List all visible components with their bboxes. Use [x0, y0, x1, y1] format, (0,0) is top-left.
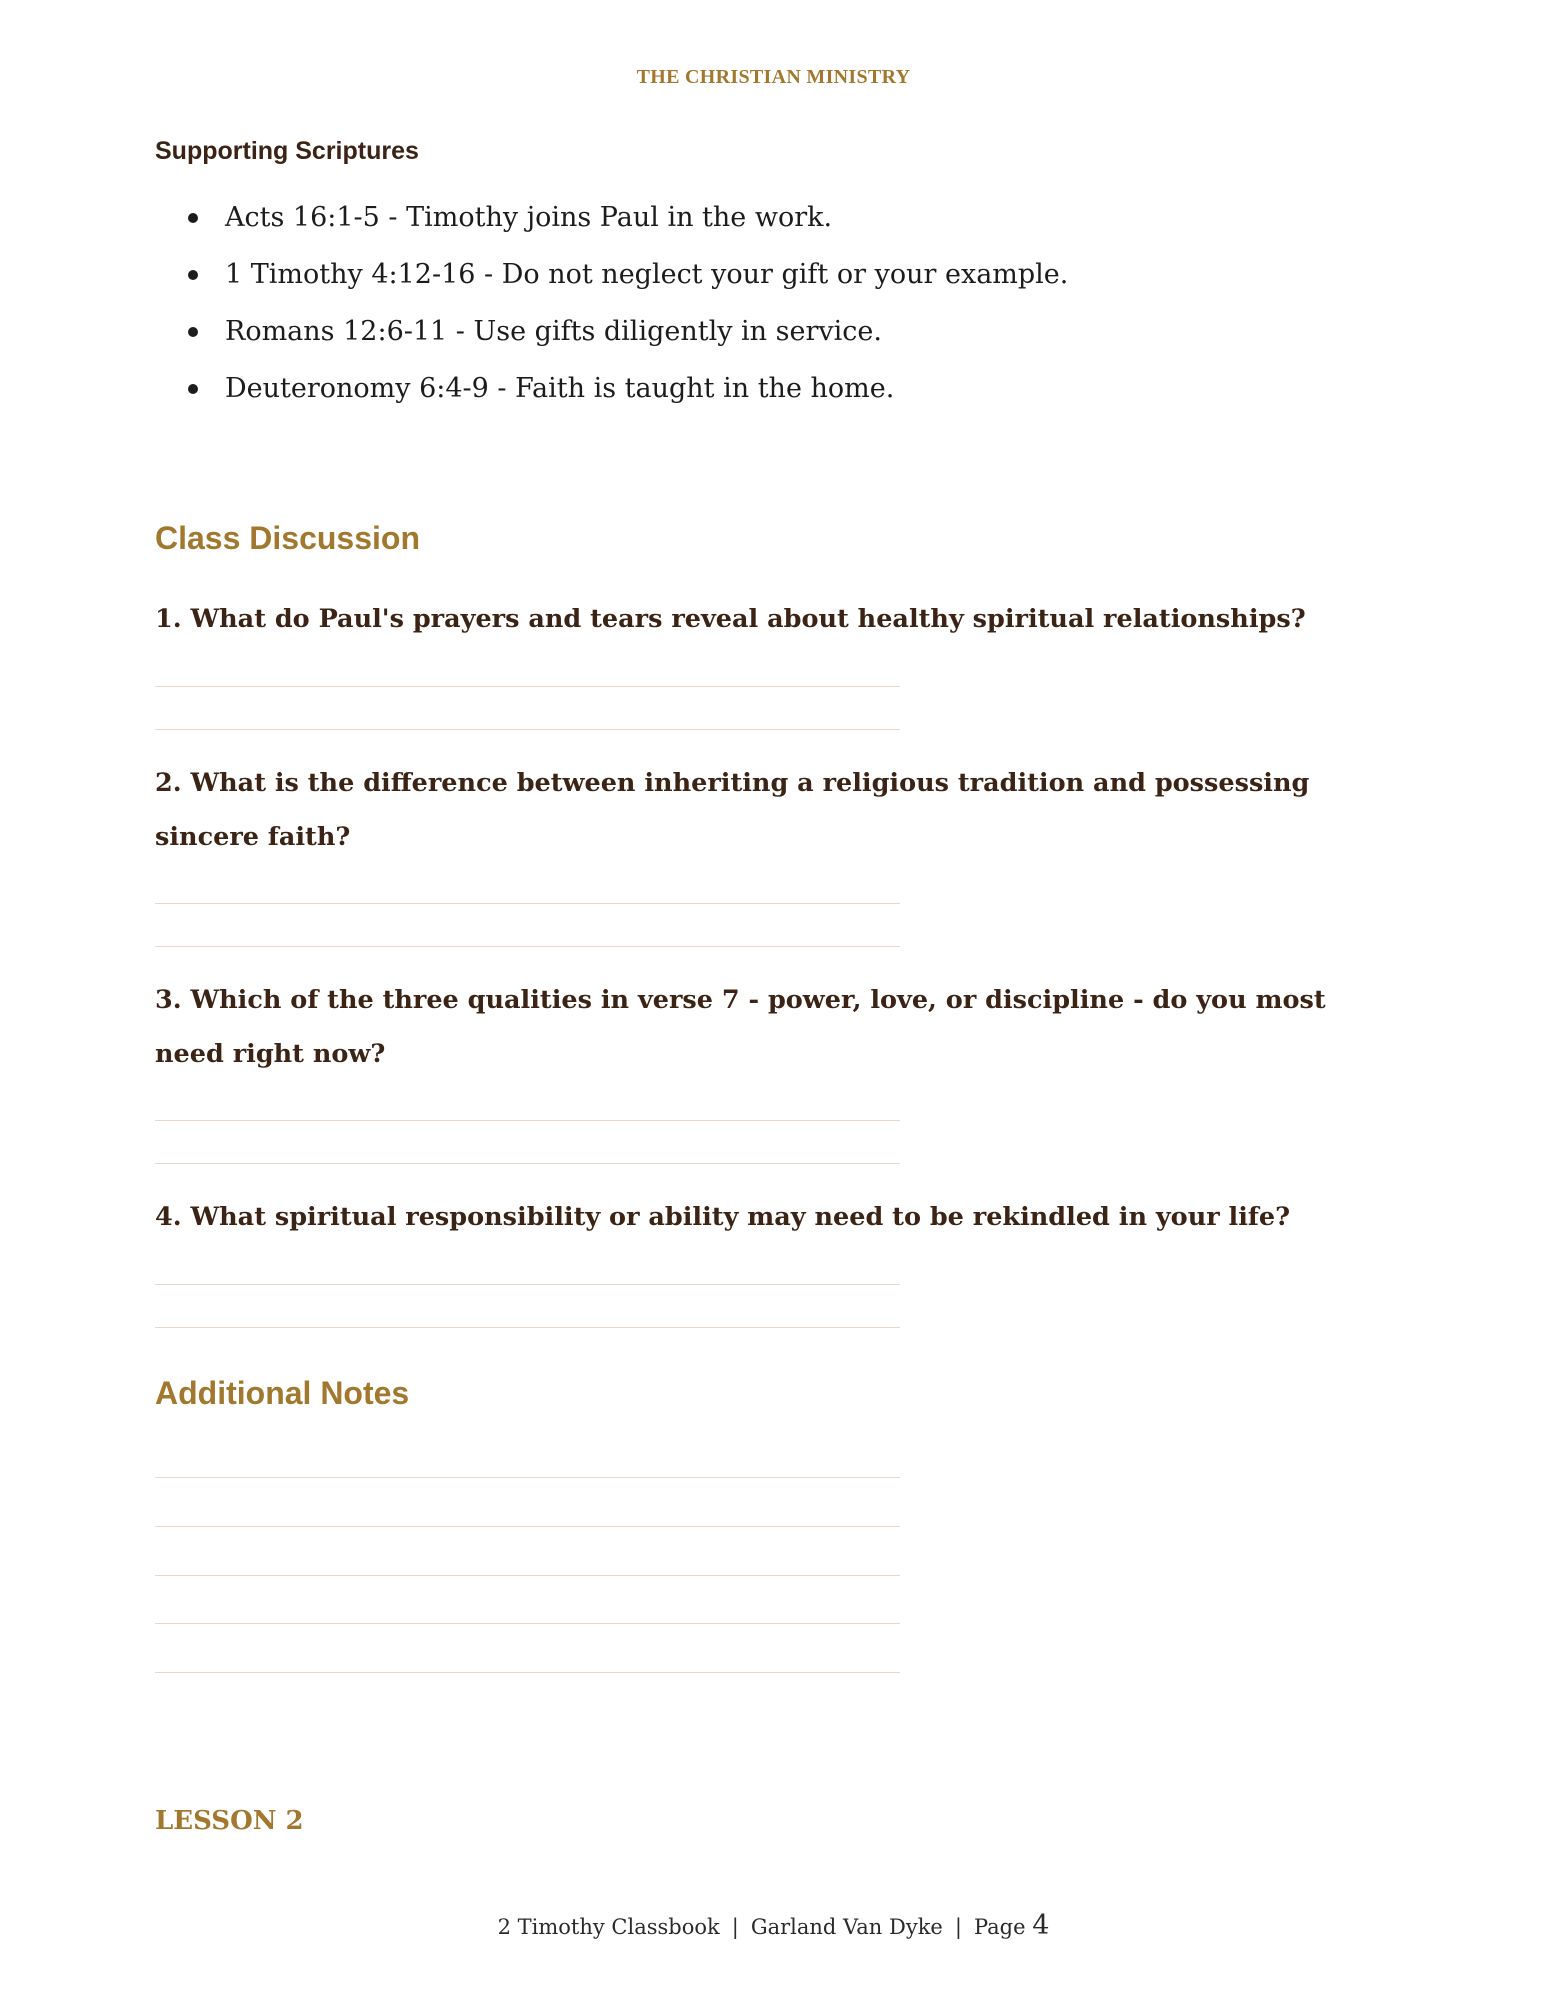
- scripture-text: Romans 12:6-11 - Use gifts diligently in service.: [225, 316, 882, 347]
- bullet-icon: [188, 384, 198, 394]
- discussion-question-3: 3. Which of the three qualities in verse 7 - power, love, or discipline - do you most need right now?: [155, 985, 1326, 1069]
- footer-page-label: Page: [973, 1915, 1026, 1939]
- page-footer: [0, 1910, 1547, 1941]
- answer-line[interactable]: [155, 1163, 900, 1164]
- discussion-question-2: 2. What is the difference between inheriting a religious tradition and possessing sincere faith?: [155, 768, 1310, 852]
- answer-line[interactable]: [155, 946, 900, 947]
- footer-page-number: 4: [1032, 1910, 1050, 1941]
- answer-line[interactable]: [155, 903, 900, 904]
- list-item: [155, 309, 1068, 366]
- list-item: [155, 252, 1068, 309]
- discussion-question-4: 4. What spiritual responsibility or ability may need to be rekindled in your life?: [155, 1202, 1291, 1232]
- footer-author: Garland Van Dyke: [750, 1915, 943, 1939]
- scripture-text: Deuteronomy 6:4-9 - Faith is taught in the home.: [225, 373, 895, 404]
- notes-line[interactable]: [155, 1672, 900, 1673]
- notes-line[interactable]: [155, 1477, 900, 1478]
- footer-separator: |: [954, 1915, 962, 1939]
- notes-line[interactable]: [155, 1623, 900, 1624]
- bullet-icon: [188, 270, 198, 280]
- answer-line[interactable]: [155, 686, 900, 687]
- answer-line[interactable]: [155, 1284, 900, 1285]
- running-header: THE CHRISTIAN MINISTRY: [636, 66, 911, 88]
- additional-notes-heading: Additional Notes: [155, 1375, 410, 1411]
- notes-line[interactable]: [155, 1526, 900, 1527]
- class-discussion-heading: Class Discussion: [155, 520, 420, 556]
- notes-line[interactable]: [155, 1575, 900, 1576]
- footer-separator: |: [731, 1915, 739, 1939]
- scripture-text: 1 Timothy 4:12-16 - Do not neglect your gift or your example.: [225, 259, 1069, 290]
- scripture-text: Acts 16:1-5 - Timothy joins Paul in the work.: [225, 202, 833, 233]
- list-item: [155, 195, 1068, 252]
- supporting-scriptures-heading: Supporting Scriptures: [155, 137, 419, 165]
- scripture-list: [155, 195, 1068, 423]
- bullet-icon: [188, 213, 198, 223]
- list-item: [155, 366, 1068, 423]
- lesson-label: LESSON 2: [155, 1806, 304, 1836]
- answer-line[interactable]: [155, 1120, 900, 1121]
- footer-book-title: 2 Timothy Classbook: [497, 1915, 720, 1939]
- answer-line[interactable]: [155, 1327, 900, 1328]
- bullet-icon: [188, 327, 198, 337]
- discussion-question-1: 1. What do Paul's prayers and tears reveal about healthy spiritual relationships?: [155, 604, 1306, 634]
- answer-line[interactable]: [155, 729, 900, 730]
